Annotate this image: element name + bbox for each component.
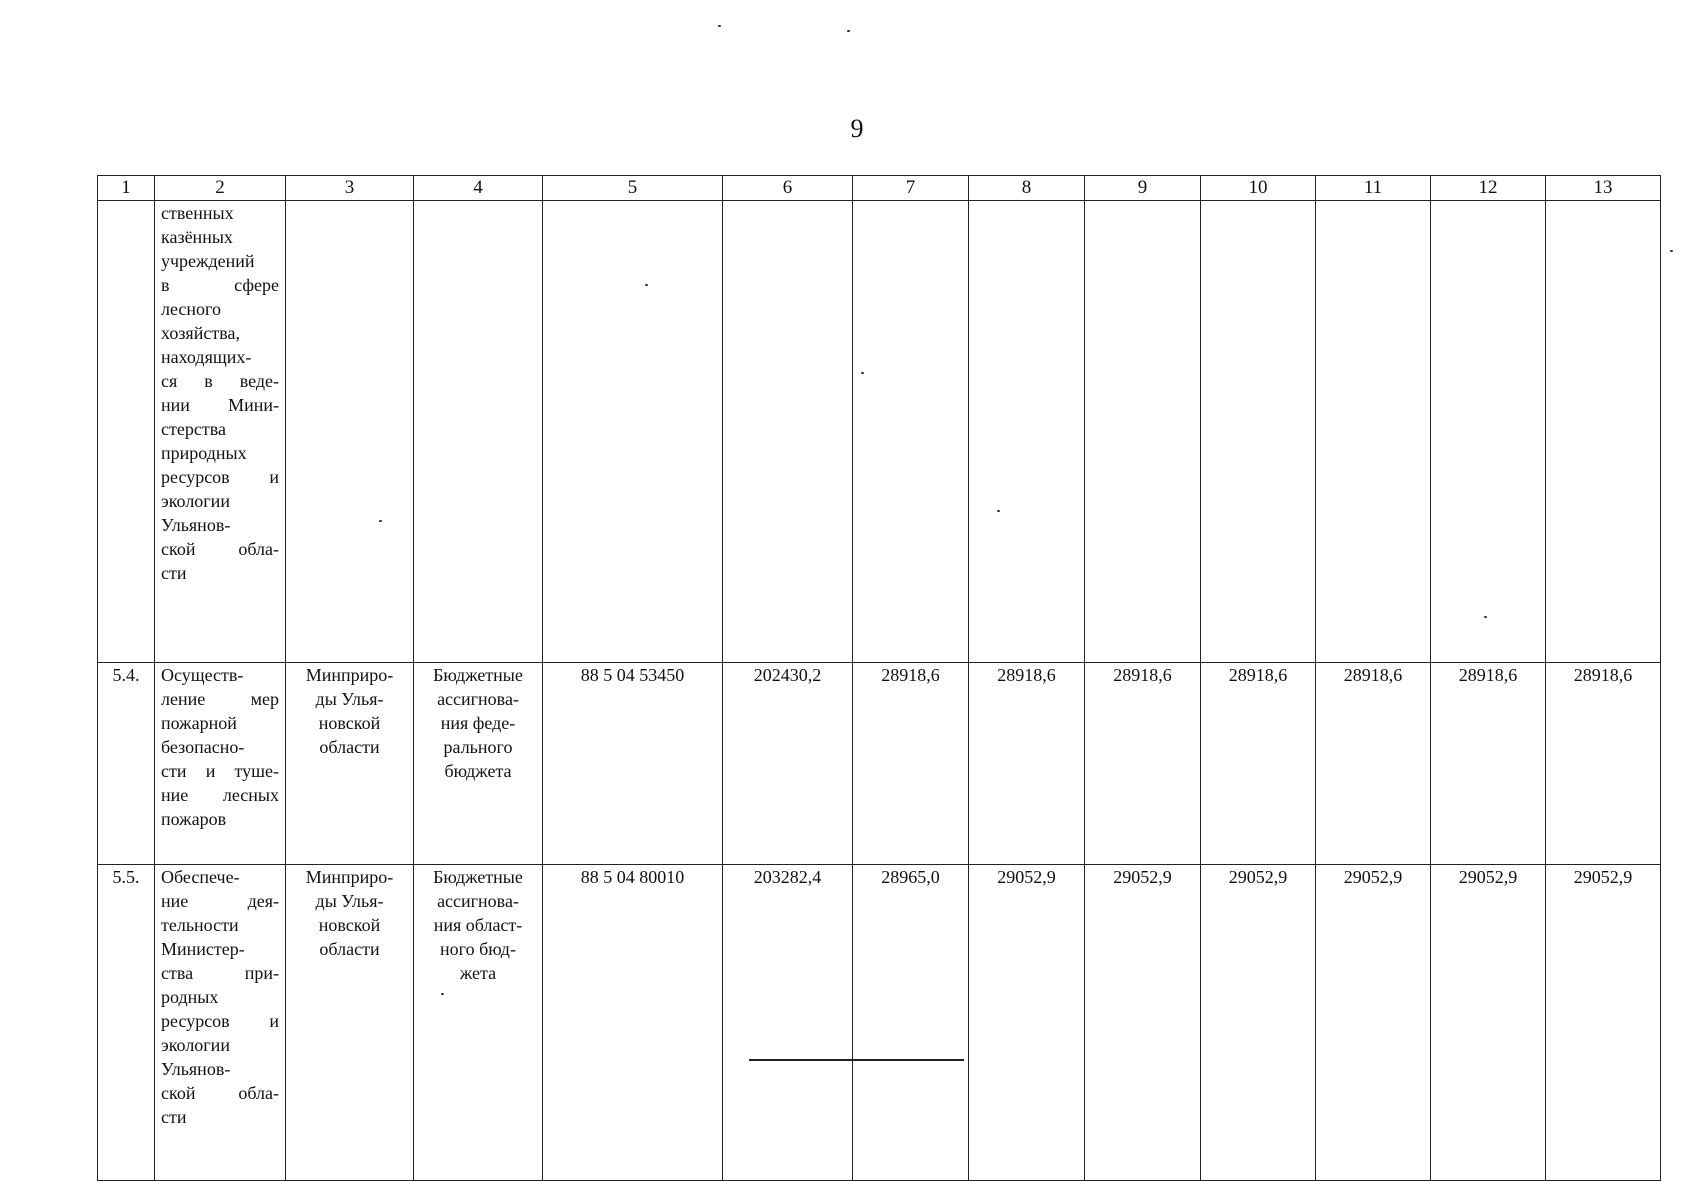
column-header: 9: [1085, 176, 1201, 201]
cell-line: сти: [161, 1107, 187, 1127]
cell-line: пожарной: [161, 713, 237, 733]
executor: [286, 201, 414, 663]
amount-cell: 28918,6: [853, 663, 969, 865]
cell-line: сти и туше-: [161, 761, 279, 781]
cell-line: Минприро-: [305, 665, 394, 685]
column-header: 11: [1316, 176, 1431, 201]
cell-line: Бюджетные: [433, 867, 523, 887]
cell-line: находящих-: [161, 347, 252, 367]
cell-line: ния област-: [433, 915, 523, 935]
funding-source: [414, 865, 543, 1181]
funding-source: [414, 663, 543, 865]
cell-line: ление мер: [161, 689, 279, 709]
cell-line: ственных: [161, 203, 234, 223]
measure-name: [155, 663, 286, 865]
amount-cell: 29052,9: [1431, 865, 1546, 1181]
budget-code: 88 5 04 80010: [543, 865, 723, 1181]
cell-line: ние дея-: [161, 891, 279, 911]
amount-cell: [1316, 201, 1431, 663]
amount-cell: 29052,9: [1316, 865, 1431, 1181]
amount-cell: [1085, 201, 1201, 663]
amount-cell: 28918,6: [1201, 663, 1316, 865]
table-row: [98, 663, 1661, 865]
cell-line: ской обла-: [161, 1083, 279, 1103]
measure-name: [155, 865, 286, 1181]
scan-speck: [1484, 616, 1487, 618]
cell-line: ного бюд-: [440, 939, 516, 959]
amount-cell: [969, 201, 1085, 663]
cell-line: сти: [161, 563, 187, 583]
amount-cell: [1546, 201, 1661, 663]
cell-line: ние лесных: [161, 785, 279, 805]
executor: [286, 865, 414, 1181]
column-header: 5: [543, 176, 723, 201]
cell-line: Минприро-: [305, 867, 394, 887]
column-header: 13: [1546, 176, 1661, 201]
cell-line: родных: [161, 987, 219, 1007]
cell-line: ресурсов и: [161, 1011, 279, 1031]
cell-line: учреждений: [161, 251, 255, 271]
scan-speck: [645, 284, 648, 286]
column-header: 4: [414, 176, 543, 201]
cell-line: природных: [161, 443, 247, 463]
cell-line: ды Улья-: [315, 689, 384, 709]
cell-line: ассигнова-: [437, 891, 519, 911]
cell-line: безопасно-: [161, 737, 245, 757]
cell-line: ства при-: [161, 963, 279, 983]
cell-line: ды Улья-: [315, 891, 384, 911]
scan-speck: [847, 30, 850, 32]
cell-line: ния феде-: [440, 713, 516, 733]
cell-line: Министер-: [161, 939, 245, 959]
budget-code: [543, 201, 723, 663]
funding-source: [414, 201, 543, 663]
cell-line: ресурсов и: [161, 467, 279, 487]
scan-speck: [997, 510, 1000, 512]
cell-line: Осуществ-: [161, 665, 244, 685]
amount-cell: 203282,4: [723, 865, 853, 1181]
scan-speck: [718, 25, 721, 27]
measure-name: [155, 201, 286, 663]
cell-line: Обеспече-: [161, 867, 240, 887]
budget-table: [97, 175, 1661, 1181]
column-header: 8: [969, 176, 1085, 201]
executor: [286, 663, 414, 865]
cell-line: рального: [443, 737, 513, 757]
scan-speck: [379, 520, 382, 522]
header-row: [98, 176, 1661, 201]
column-header: 12: [1431, 176, 1546, 201]
amount-cell: 28965,0: [853, 865, 969, 1181]
amount-cell: 29052,9: [1546, 865, 1661, 1181]
amount-cell: 28918,6: [1316, 663, 1431, 865]
amount-cell: 29052,9: [969, 865, 1085, 1181]
cell-line: тельности: [161, 915, 239, 935]
table-header: [98, 176, 1661, 201]
cell-line: жета: [459, 963, 497, 983]
cell-line: экологии: [161, 1035, 230, 1055]
cell-line: Ульянов-: [161, 1059, 231, 1079]
cell-line: ассигнова-: [437, 689, 519, 709]
column-header: 10: [1201, 176, 1316, 201]
cell-line: области: [319, 737, 380, 757]
cell-line: Ульянов-: [161, 515, 231, 535]
amount-cell: 29052,9: [1201, 865, 1316, 1181]
table-body: [98, 201, 1661, 1181]
row-number: 5.5.: [98, 865, 155, 1181]
column-header: 2: [155, 176, 286, 201]
budget-code: 88 5 04 53450: [543, 663, 723, 865]
cell-line: нии Мини-: [161, 395, 279, 415]
scan-speck: [441, 993, 444, 995]
cell-line: казённых: [161, 227, 233, 247]
cell-line: пожаров: [161, 809, 227, 829]
amount-cell: [723, 201, 853, 663]
column-header: 3: [286, 176, 414, 201]
cell-line: хозяйства,: [161, 323, 240, 343]
cell-line: лесного: [161, 299, 221, 319]
scan-speck: [861, 372, 864, 374]
cell-line: в сфере: [161, 275, 279, 295]
amount-cell: [853, 201, 969, 663]
column-header: 1: [98, 176, 155, 201]
amount-cell: 28918,6: [1431, 663, 1546, 865]
table-row: [98, 865, 1661, 1181]
cell-line: ся в веде-: [161, 371, 279, 391]
amount-cell: 28918,6: [969, 663, 1085, 865]
row-number: 5.4.: [98, 663, 155, 865]
cell-line: Бюджетные: [433, 665, 523, 685]
cell-line: ской обла-: [161, 539, 279, 559]
column-header: 7: [853, 176, 969, 201]
amount-cell: [1431, 201, 1546, 663]
amount-cell: 29052,9: [1085, 865, 1201, 1181]
scan-speck: [1670, 250, 1673, 252]
amount-cell: 28918,6: [1546, 663, 1661, 865]
amount-cell: 202430,2: [723, 663, 853, 865]
cell-line: новской: [318, 713, 381, 733]
cell-line: стерства: [161, 419, 226, 439]
row-number: [98, 201, 155, 663]
cell-line: экологии: [161, 491, 230, 511]
cell-line: новской: [318, 915, 381, 935]
cell-line: области: [319, 939, 380, 959]
amount-cell: [1201, 201, 1316, 663]
bottom-rule: [749, 1059, 964, 1061]
amount-cell: 28918,6: [1085, 663, 1201, 865]
column-header: 6: [723, 176, 853, 201]
cell-line: бюджета: [444, 761, 512, 781]
table-row: [98, 201, 1661, 663]
page-number: 9: [850, 114, 864, 143]
